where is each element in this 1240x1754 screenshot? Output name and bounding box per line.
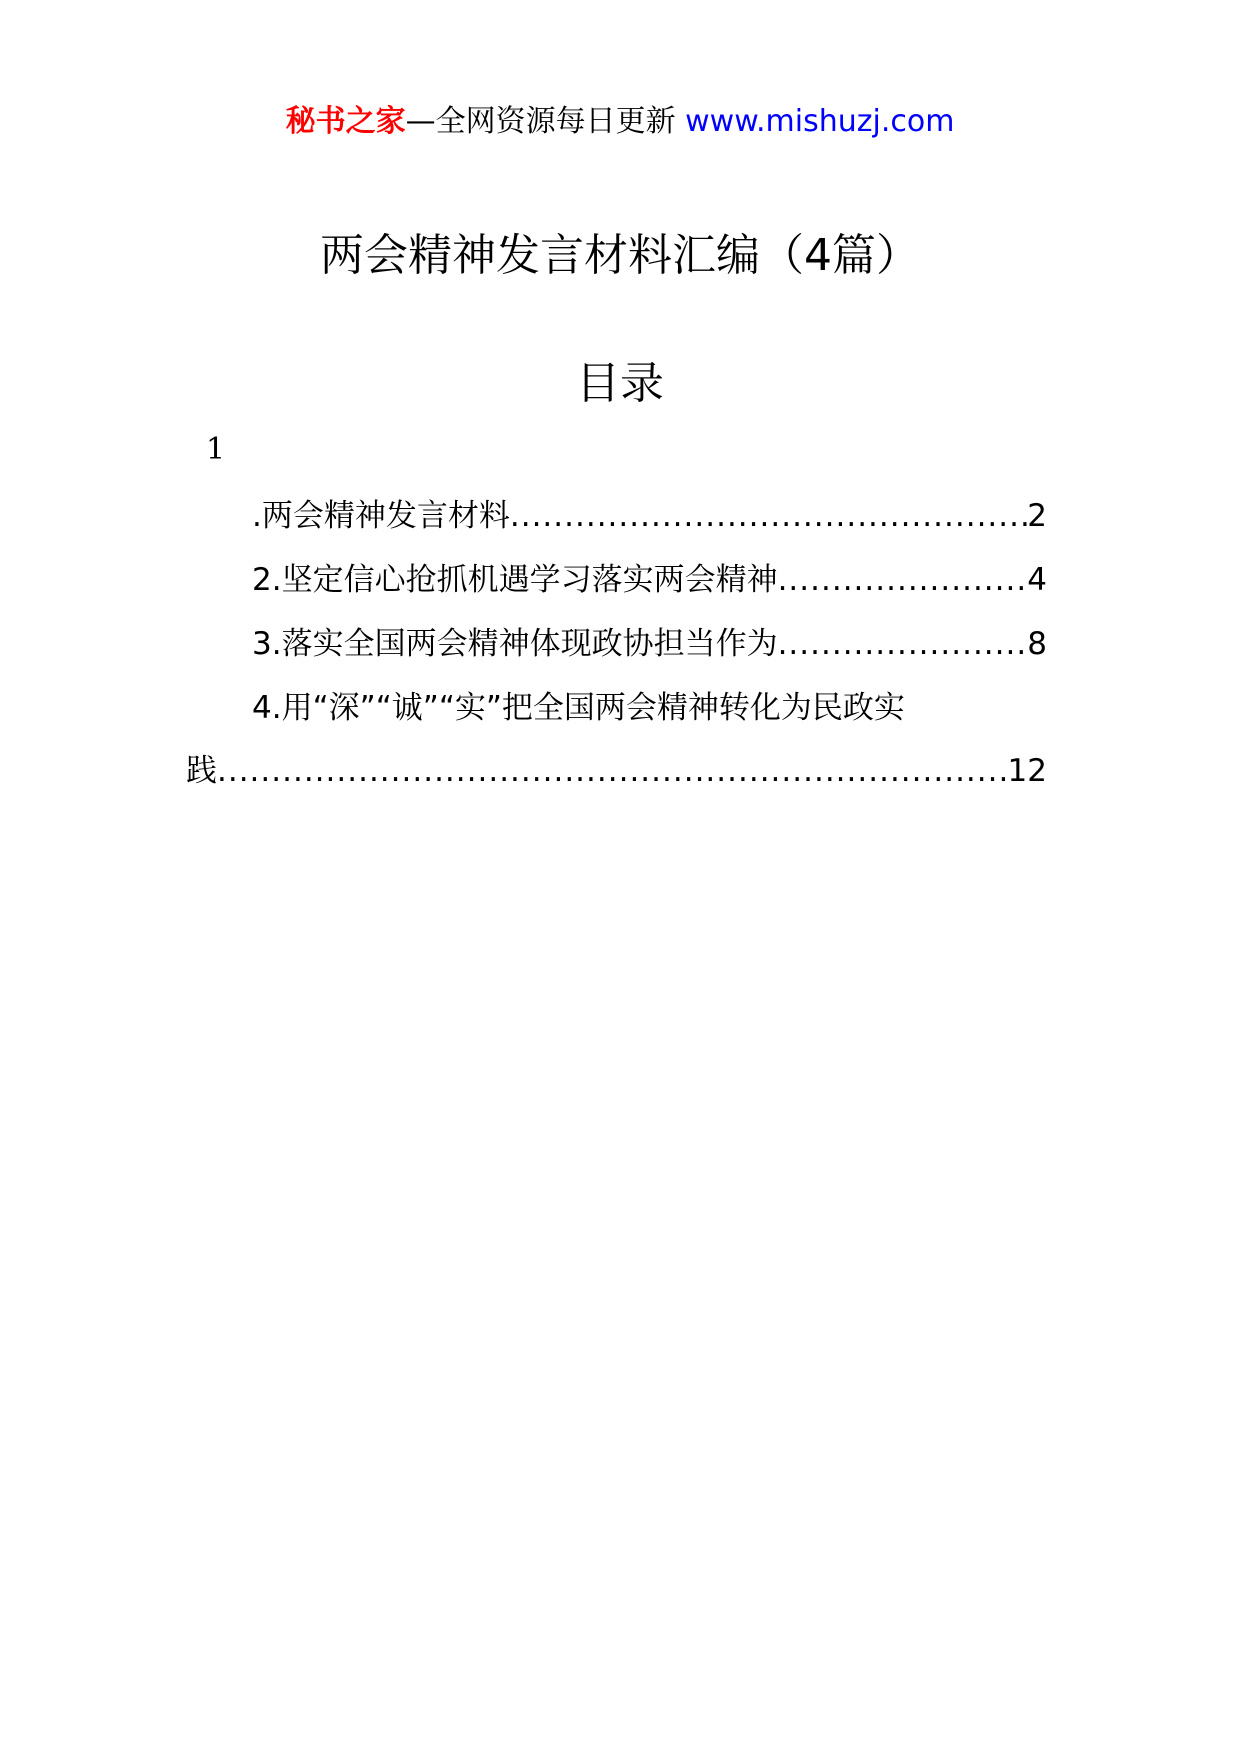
toc-leader-dots bbox=[510, 492, 1027, 540]
document-title: 两会精神发言材料汇编（4篇） bbox=[320, 230, 920, 281]
header-tagline: —全网资源每日更新 bbox=[405, 104, 676, 139]
toc-entry-label: 2.坚定信心抢抓机遇学习落实两会精神 bbox=[252, 562, 778, 598]
toc-entry-2[interactable] bbox=[252, 556, 1047, 604]
brand-name: 秘书之家 bbox=[285, 104, 406, 139]
toc-leader-dots bbox=[778, 620, 1028, 668]
site-url-link[interactable]: www.mishuzj.com bbox=[685, 104, 955, 139]
toc-entry-label: 践 bbox=[186, 753, 217, 789]
toc-entry-page: 2 bbox=[1027, 498, 1047, 534]
toc-entry-3[interactable] bbox=[252, 620, 1047, 668]
toc-entry-page: 8 bbox=[1027, 626, 1047, 662]
toc-stray-number: 1 bbox=[206, 432, 226, 467]
toc-entry-4[interactable] bbox=[186, 747, 1047, 795]
toc-entry-1[interactable] bbox=[252, 492, 1047, 540]
toc-leader-dots bbox=[217, 747, 1008, 795]
toc-heading: 目录 bbox=[576, 358, 664, 409]
toc-entry-page: 12 bbox=[1007, 753, 1047, 789]
toc-entry-4-line-1[interactable]: 4.用“深”“诚”“实”把全国两会精神转化为民政实 bbox=[252, 690, 905, 726]
site-header bbox=[0, 100, 1240, 144]
toc-entry-label: 3.落实全国两会精神体现政协担当作为 bbox=[252, 626, 778, 662]
toc-leader-dots bbox=[778, 556, 1028, 604]
toc-entry-label: .两会精神发言材料 bbox=[252, 498, 510, 534]
toc-entry-page: 4 bbox=[1027, 562, 1047, 598]
